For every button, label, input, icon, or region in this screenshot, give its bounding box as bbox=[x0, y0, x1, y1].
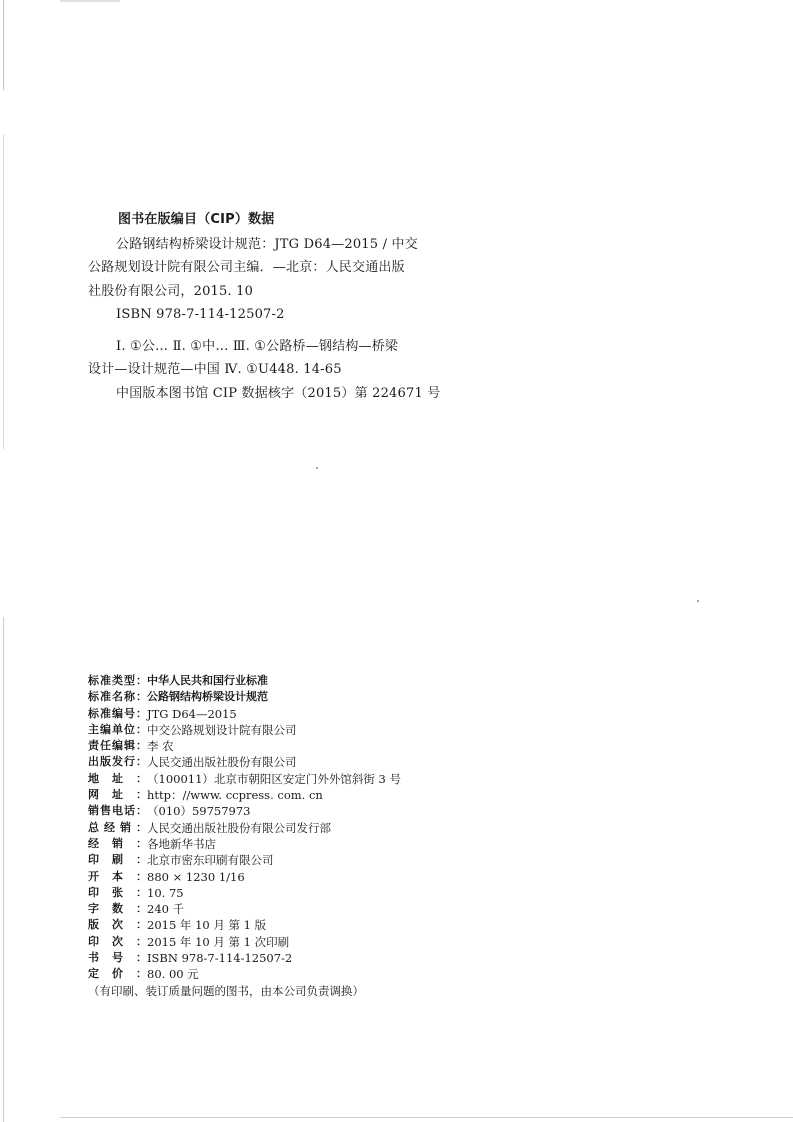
colophon-label: 印 刷 ： bbox=[88, 853, 147, 867]
colophon-value: 北京市密东印刷有限公司 bbox=[147, 853, 274, 868]
colophon-label: 地 址 ： bbox=[88, 771, 147, 785]
colophon-value: JTG D64—2015 bbox=[147, 706, 237, 721]
colophon-value: 10. 75 bbox=[147, 885, 184, 900]
colophon-value: 880 × 1230 1/16 bbox=[147, 869, 245, 884]
colophon-row bbox=[88, 771, 448, 787]
cip-line: 社股份有限公司，2015. 10 bbox=[88, 283, 254, 299]
colophon-value: http：//www. ccpress. com. cn bbox=[147, 788, 323, 803]
colophon-value: 中华人民共和国行业标准 bbox=[147, 674, 268, 687]
colophon-row bbox=[88, 836, 448, 852]
cip-heading: 图书在版编目（CIP）数据 bbox=[118, 212, 275, 227]
colophon-value: 人民交通出版社股份有限公司发行部 bbox=[147, 820, 331, 835]
colophon-row bbox=[88, 803, 448, 819]
colophon-row bbox=[88, 869, 448, 885]
scan-speck bbox=[316, 467, 318, 469]
cip-spacer bbox=[88, 327, 448, 335]
colophon-label: 网 址 ： bbox=[88, 788, 147, 802]
quality-note: （有印刷、装订质量问题的图书，由本公司负责调换） bbox=[88, 983, 364, 998]
colophon-value: 公路钢结构桥梁设计规范 bbox=[147, 690, 268, 704]
scan-edge-bottom bbox=[60, 1117, 793, 1118]
colophon-value: ISBN 978-7-114-12507-2 bbox=[147, 951, 293, 966]
colophon-label: 经 销 ： bbox=[88, 836, 147, 850]
colophon-label: 定 价 ： bbox=[88, 967, 147, 981]
scan-speck bbox=[697, 600, 699, 602]
colophon-row bbox=[88, 722, 448, 738]
colophon-row bbox=[88, 966, 448, 982]
colophon-value: 2015 年 10 月 第 1 版 bbox=[147, 918, 267, 933]
colophon-row bbox=[88, 673, 448, 689]
colophon-row bbox=[88, 852, 448, 868]
colophon-label: 责 任 编 辑 ： bbox=[88, 739, 147, 753]
colophon-label: 版 次 ： bbox=[88, 918, 147, 932]
colophon-value: 人民交通出版社股份有限公司 bbox=[147, 755, 297, 770]
colophon-value: 中交公路规划设计院有限公司 bbox=[147, 722, 297, 737]
cip-line: Ⅰ. ①公… Ⅱ. ①中… Ⅲ. ①公路桥—钢结构—桥梁 bbox=[116, 338, 399, 354]
cip-line: 公路规划设计院有限公司主编．—北京：人民交通出版 bbox=[88, 260, 405, 275]
cip-line: ISBN 978-7-114-12507-2 bbox=[116, 307, 285, 322]
colophon-label: 标 准 名 称 ： bbox=[88, 690, 147, 704]
colophon-value: 240 千 bbox=[147, 902, 185, 917]
colophon-label: 印 张 ： bbox=[88, 885, 147, 899]
colophon-label: 销 售 电 话 ： bbox=[88, 804, 147, 818]
colophon-value: （100011）北京市朝阳区安定门外外馆斜街 3 号 bbox=[147, 771, 402, 786]
colophon-value: 各地新华书店 bbox=[147, 836, 216, 851]
colophon-row bbox=[88, 934, 448, 950]
colophon-label: 主 编 单 位 ： bbox=[88, 722, 147, 736]
colophon-label: 字 数 ： bbox=[88, 902, 147, 916]
colophon-label: 标 准 类 型 ： bbox=[88, 674, 147, 687]
colophon-row bbox=[88, 917, 448, 933]
colophon-row bbox=[88, 738, 448, 754]
colophon-row bbox=[88, 885, 448, 901]
colophon-label: 开 本 ： bbox=[88, 869, 147, 883]
colophon-value: 李 农 bbox=[147, 739, 174, 754]
colophon-label: 书 号 ： bbox=[88, 951, 147, 965]
colophon-value: 2015 年 10 月 第 1 次印刷 bbox=[147, 934, 290, 949]
colophon-label: 总 经 销 ： bbox=[88, 820, 147, 834]
colophon-row bbox=[88, 754, 448, 770]
cip-line: 公路钢结构桥梁设计规范：JTG D64—2015 / 中交 bbox=[116, 236, 418, 252]
colophon-row bbox=[88, 950, 448, 966]
cip-line: 中国版本图书馆 CIP 数据核字（2015）第 224671 号 bbox=[116, 385, 441, 401]
scan-edge-top bbox=[60, 0, 120, 2]
colophon-row bbox=[88, 787, 448, 803]
colophon-row bbox=[88, 901, 448, 917]
colophon-label: 出 版 发 行 ： bbox=[88, 755, 147, 769]
colophon-value: （010）59757973 bbox=[147, 804, 251, 819]
colophon-row bbox=[88, 689, 448, 705]
scan-edge-left bbox=[3, 0, 4, 1122]
colophon-label: 标 准 编 号 ： bbox=[88, 706, 147, 720]
cip-data-block bbox=[88, 208, 448, 405]
colophon-block bbox=[88, 673, 448, 999]
colophon-label: 印 次 ： bbox=[88, 934, 147, 948]
colophon-row bbox=[88, 706, 448, 722]
cip-line: 设计—设计规范—中国 Ⅳ. ①U448. 14-65 bbox=[88, 362, 342, 377]
colophon-row bbox=[88, 820, 448, 836]
colophon-value: 80. 00 元 bbox=[147, 967, 199, 982]
